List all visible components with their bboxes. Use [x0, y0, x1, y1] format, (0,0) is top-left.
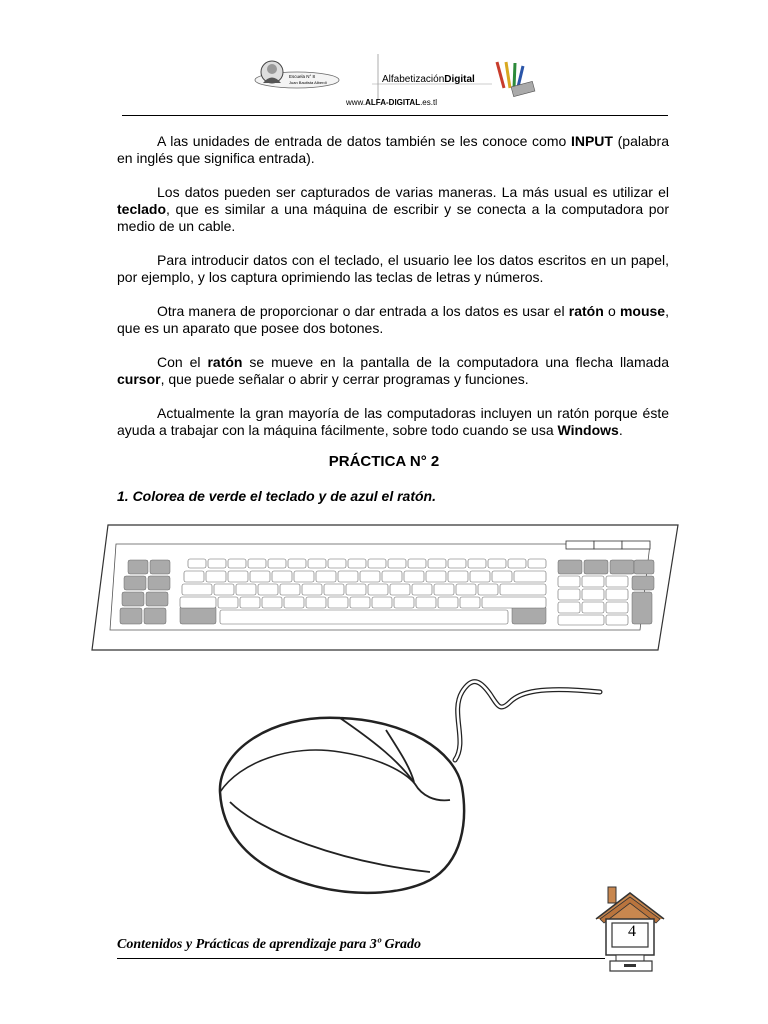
school-logo-line1: Escuela N° 8 — [289, 74, 316, 79]
footer-divider — [117, 958, 605, 959]
header-divider — [122, 115, 668, 116]
practice-title: PRÁCTICA N° 2 — [328, 453, 440, 470]
brand-prefix: Alfabetización — [382, 74, 445, 85]
brand-strong: Digital — [444, 74, 475, 85]
page-number: 4 — [628, 923, 636, 940]
school-portrait-logo — [253, 56, 341, 96]
keyboard-illustration — [88, 522, 682, 656]
exercise-instruction: 1. Colorea de verde el teclado y de azul el ratón. — [117, 488, 436, 504]
paragraph-typing: Para introducir datos con el teclado, el usuario lee los datos escritos en un papel, por ejemplo, y los captura oprimiendo las teclas de letras y números. — [117, 252, 669, 285]
paragraph-windows: Actualmente la gran mayoría de las computadoras incluyen un ratón porque éste ayuda a trabajar con la máquina fácilmente, sobre todo cuando se usa Windows. — [117, 405, 669, 438]
footer-text: Contenidos y Prácticas de aprendizaje para 3º Grado — [117, 937, 422, 952]
site-url: www.ALFA-DIGITAL.es.tl — [346, 98, 437, 107]
school-logo-line2: Juan Bautista Alberdi — [289, 80, 327, 85]
mouse-illustration — [200, 672, 610, 902]
paragraph-keyboard: Los datos pueden ser capturados de varias maneras. La más usual es utilizar el teclado, que es similar a una máquina de escribir y se conecta a la computadora por medio de un cable. — [117, 184, 669, 234]
alfabetizacion-digital-logo — [372, 54, 542, 102]
paragraph-cursor: Con el ratón se mueve en la pantalla de la computadora una flecha llamada cursor, que puede señalar o abrir y cerrar programas y funciones. — [117, 354, 669, 387]
paragraph-mouse: Otra manera de proporcionar o dar entrada a los datos es usar el ratón o mouse, que es un aparato que posee dos botones. — [117, 303, 669, 336]
svg-text:AlfabetizaciónDigital — [382, 74, 475, 85]
body-text — [117, 133, 669, 456]
paragraph-input: A las unidades de entrada de datos también se les conoce como INPUT (palabra en inglés que significa entrada). — [117, 133, 669, 166]
